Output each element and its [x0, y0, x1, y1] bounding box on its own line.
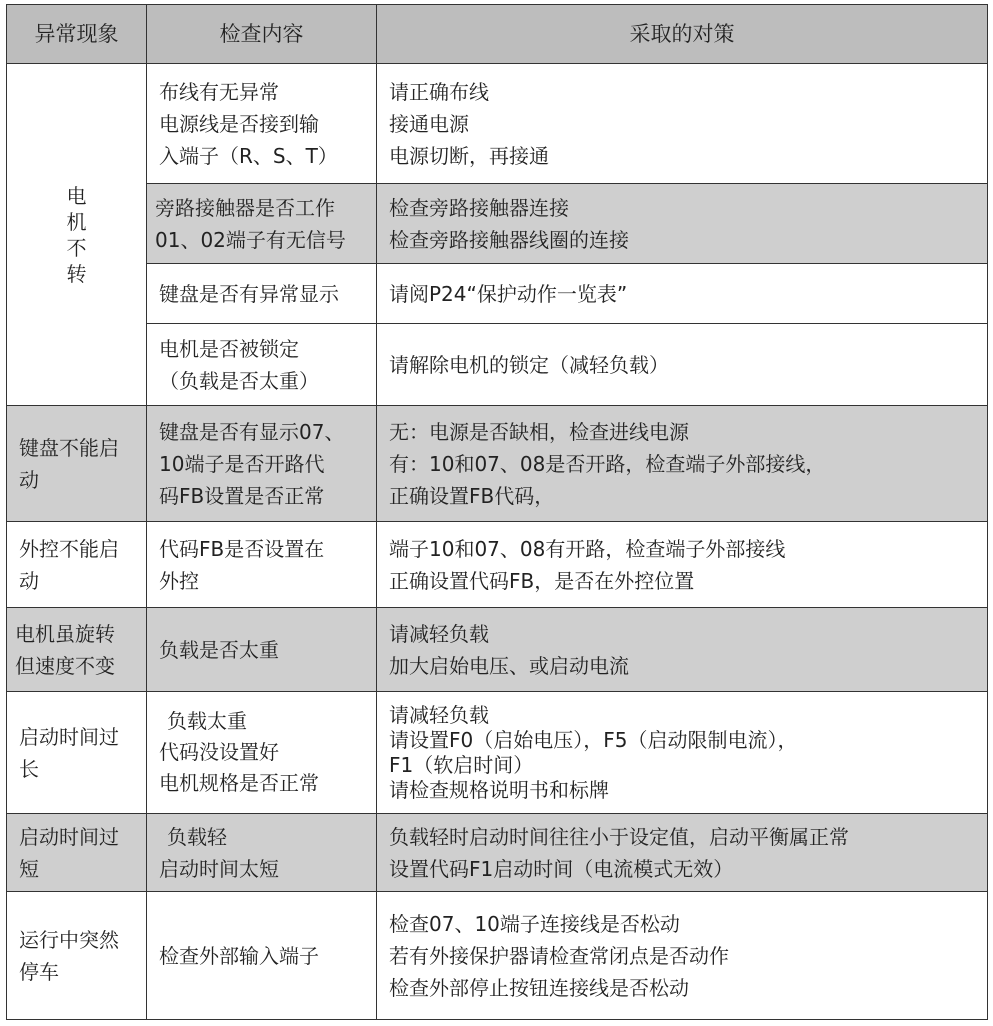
action-cell [377, 406, 988, 522]
action-line: 检查旁路接触器线圈的连接 [389, 227, 629, 252]
check-line: 布线有无异常 [159, 79, 279, 104]
symptom-motor-not-turning [7, 64, 147, 406]
symptom-line: 电机虽旋转 [15, 621, 115, 646]
action-cell [377, 608, 988, 692]
table-row [7, 522, 988, 608]
symptom-line: 长 [19, 756, 39, 781]
table-row [7, 264, 988, 324]
check-line: 电机规格是否正常 [159, 771, 319, 795]
symptom-cell [7, 814, 147, 892]
check-cell [147, 608, 377, 692]
action-cell [377, 814, 988, 892]
symptom-char: 机 [66, 209, 87, 234]
action-line: 检查外部停止按钮连接线是否松动 [389, 975, 689, 1000]
check-line: 10端子是否开路代 [159, 451, 325, 476]
action-line: 检查旁路接触器连接 [389, 195, 569, 220]
check-line: 启动时间太短 [159, 856, 279, 881]
troubleshooting-table-wrapper [6, 4, 987, 1020]
symptom-cell [7, 892, 147, 1020]
check-line: 电机是否被锁定 [159, 336, 299, 361]
action-line: 若有外接保护器请检查常闭点是否动作 [389, 943, 729, 968]
check-line: （负载是否太重） [159, 368, 319, 393]
action-line: 接通电源 [389, 111, 469, 136]
action-line: 电源切断，再接通 [389, 143, 549, 168]
action-line: 无：电源是否缺相，检查进线电源 [389, 419, 689, 444]
check-line: 外控 [159, 568, 199, 593]
action-cell [377, 264, 988, 324]
symptom-char: 转 [66, 261, 87, 286]
header-symptom: 异常现象 [7, 5, 147, 64]
symptom-cell [7, 406, 147, 522]
action-cell [377, 64, 988, 184]
check-line: 检查外部输入端子 [159, 943, 319, 968]
action-line: 正确设置代码FB，是否在外控位置 [389, 568, 695, 593]
table-row [7, 892, 988, 1020]
action-cell [377, 892, 988, 1020]
check-cell [147, 692, 377, 814]
symptom-cell [7, 692, 147, 814]
check-line: 01、02端子有无信号 [155, 227, 346, 252]
symptom-cell [7, 522, 147, 608]
header-check: 检查内容 [147, 5, 377, 64]
check-line: 键盘是否有显示07、 [159, 419, 345, 444]
action-cell [377, 692, 988, 814]
action-line: F1（软启时间） [389, 752, 534, 777]
symptom-line: 短 [19, 856, 39, 881]
symptom-cell [7, 608, 147, 692]
symptom-char: 电 [66, 183, 87, 208]
action-line: 请设置F0（启始电压），F5（启动限制电流）， [389, 727, 798, 752]
action-line: 请解除电机的锁定（减轻负载） [389, 352, 669, 377]
check-line: 旁路接触器是否工作 [155, 195, 335, 220]
symptom-line: 停车 [19, 959, 59, 984]
check-line: 负载轻 [167, 824, 227, 849]
action-line: 请减轻负载 [389, 621, 489, 646]
check-line: 入端子（R、S、T） [159, 143, 338, 168]
check-cell [147, 814, 377, 892]
action-line: 设置代码F1启动时间（电流模式无效） [389, 856, 734, 881]
table-row [7, 406, 988, 522]
check-cell [147, 406, 377, 522]
symptom-line: 外控不能启 [19, 536, 119, 561]
check-cell [147, 522, 377, 608]
symptom-line: 运行中突然 [19, 927, 119, 952]
check-line: 码FB设置是否正常 [159, 483, 325, 508]
symptom-line: 动 [19, 467, 39, 492]
header-action: 采取的对策 [377, 5, 988, 64]
symptom-line: 动 [19, 568, 39, 593]
table-row [7, 692, 988, 814]
check-cell [147, 184, 377, 264]
table-row [7, 324, 988, 406]
symptom-line: 启动时间过 [19, 724, 119, 749]
action-line: 加大启始电压、或启动电流 [389, 653, 629, 678]
table-row [7, 64, 988, 184]
table-row [7, 608, 988, 692]
check-cell [147, 324, 377, 406]
check-line: 负载太重 [167, 709, 247, 733]
action-line: 正确设置FB代码， [389, 483, 555, 508]
action-cell [377, 522, 988, 608]
symptom-line: 但速度不变 [15, 653, 115, 678]
check-line: 代码没设置好 [159, 740, 279, 764]
action-line: 负载轻时启动时间往往小于设定值，启动平衡属正常 [389, 824, 849, 849]
action-line: 请减轻负载 [389, 702, 489, 727]
action-line: 检查07、10端子连接线是否松动 [389, 911, 680, 936]
table-row [7, 184, 988, 264]
action-cell [377, 324, 988, 406]
check-cell [147, 64, 377, 184]
action-line: 请检查规格说明书和标牌 [389, 777, 609, 802]
symptom-line: 启动时间过 [19, 824, 119, 849]
check-cell [147, 892, 377, 1020]
check-line: 键盘是否有异常显示 [159, 281, 339, 306]
symptom-char: 不 [66, 235, 87, 260]
check-line: 代码FB是否设置在 [159, 536, 325, 561]
check-cell [147, 264, 377, 324]
action-line: 请正确布线 [389, 79, 489, 104]
symptom-line: 键盘不能启 [19, 435, 119, 460]
check-line: 电源线是否接到输 [159, 111, 319, 136]
action-line: 有：10和07、08是否开路，检查端子外部接线， [389, 451, 826, 476]
action-cell [377, 184, 988, 264]
action-line: 请阅P24“保护动作一览表” [389, 281, 628, 306]
table-row [7, 814, 988, 892]
check-line: 负载是否太重 [159, 637, 279, 662]
troubleshooting-table [6, 4, 988, 1020]
header-row [7, 5, 988, 64]
action-line: 端子10和07、08有开路，检查端子外部接线 [389, 536, 786, 561]
